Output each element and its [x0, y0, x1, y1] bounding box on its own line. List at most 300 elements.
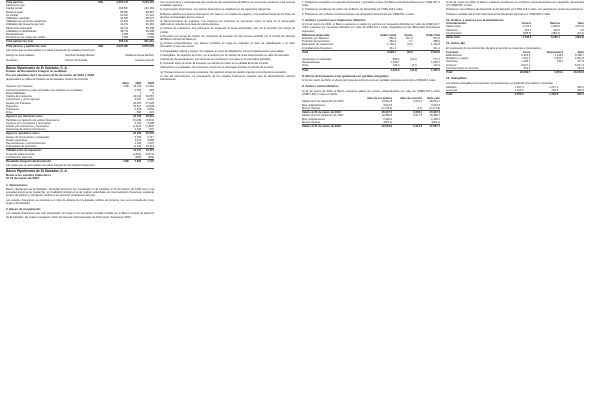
table-cell: 1,019	[134, 128, 142, 132]
table-cell: (5,118)	[132, 118, 142, 122]
table-cell: 1,143.2	[514, 89, 524, 93]
table-cell: Menos: Retiros	[302, 120, 321, 124]
table-cell: 7,214.6	[521, 57, 531, 61]
table-cell: 3,148.1	[554, 54, 564, 58]
section-heading: 8. Efecto del impuesto a las ganancias en partidas integrales	[302, 73, 389, 78]
paragraph: Al 31 de marzo de 2024 el Banco mantiene saldos por activos extraordinarios por valor de US$20,047.4 miles (US$17,601.7 miles en 2023).	[302, 89, 440, 97]
signer-2-role: Director de Finanzas	[65, 59, 88, 63]
table-cell: Provisión por deterioro	[302, 37, 330, 41]
table-cell: Disponibilidades	[6, 91, 26, 95]
table-cell: 317.9	[577, 60, 584, 64]
table-cell: (382)	[135, 155, 142, 159]
extraordinary-assets-table	[302, 97, 440, 128]
table-cell: 89,997	[120, 10, 129, 14]
deferred-tax-liabilities-table	[302, 58, 440, 72]
table-cell: Estimación de vacaciones	[302, 43, 334, 47]
table-cell: 2,374,116	[128, 1, 154, 5]
table-cell: 17,601.7	[422, 124, 440, 128]
paragraph: Los activos intangibles corresponden principalmente a programas informáticos y licencias.	[446, 81, 554, 85]
table-cell: De capital	[6, 13, 18, 17]
table-cell: 4,716.1	[522, 25, 532, 29]
table-cell: 1,935.0	[417, 68, 440, 72]
paragraph: Los estados financieros se expresan en miles de dólares de los Estados Unidos de América, que es la moneda de curso legal en El Salvador.	[6, 198, 154, 205]
table-cell: 3,895	[147, 138, 154, 142]
notes-title: Notas a los estados financieros	[6, 172, 52, 177]
table-cell: 624	[149, 111, 154, 115]
table-cell: 1,039.7	[431, 61, 440, 65]
table-cell: (2,178.8)	[381, 106, 393, 110]
table-cell: 12,849	[145, 104, 154, 108]
table-cell: 36,087	[120, 17, 129, 21]
table-cell: 1,017.2	[549, 85, 559, 89]
table-cell: US$	[120, 159, 129, 163]
table-cell: 129.3	[392, 64, 400, 68]
statement-period: Por los períodos del 1 de enero al 31 de marzo de 2024 y 2023	[6, 72, 95, 77]
table-cell: Más: Adquisiciones	[302, 117, 326, 121]
column-balance-and-income	[6, 0, 154, 220]
table-cell: 92,711	[120, 29, 129, 33]
table-cell: Construcciones en proceso	[446, 66, 479, 70]
table-cell: 123.2	[433, 64, 440, 68]
table-cell: US$	[92, 1, 103, 5]
table-cell: 4,732.8	[504, 36, 531, 40]
table-cell: Neto	[578, 22, 584, 26]
paragraph: l) Beneficios a empleados. Se reconocen conforme se devengan durante el período de servicio.	[160, 66, 274, 70]
table-cell: 301,410	[128, 40, 154, 44]
table-cell: Utilidades de ejercicios anteriores	[6, 20, 47, 24]
table-cell: 1,733.8	[524, 93, 558, 97]
table-cell: Saldo final	[446, 36, 504, 40]
paragraph: e) Cartera de préstamos. Los préstamos se presentan al costo amortizado, neto de la provisión por riesgo de crédito.	[160, 27, 295, 34]
paragraph: j) Reservas de saneamiento. Las reservas se constituyen con base en la normativa aplicable.	[160, 58, 272, 62]
table-cell: Ingresos por comisiones y honorarios	[6, 121, 51, 125]
table-cell: 2,058	[121, 33, 129, 37]
paragraph: Los compromisos y contingencias que surjan de las operaciones del Banco se reconocen conforme a las normas contables vigentes.	[160, 1, 295, 8]
notes-date: Al 31 de marzo de 2024	[6, 176, 40, 181]
signer-1-role: Presidente	[6, 59, 18, 63]
table-cell: 0.0	[580, 28, 584, 32]
table-cell: 4,212	[134, 138, 142, 142]
table-cell: Revaluaciones	[302, 61, 320, 65]
table-cell: 484.3	[389, 40, 397, 44]
table-cell: 38,547	[145, 17, 154, 21]
table-cell: 22,615	[120, 20, 129, 24]
paragraph: Préstamo recibido del Fondo Internacional de Desarrollo Agrícola por US$2,500.0 miles.	[446, 12, 552, 16]
table-cell: (2,171.8)	[429, 106, 440, 110]
table-cell: 20,376	[141, 132, 154, 136]
table-cell: (349)	[147, 155, 154, 159]
table-cell: 772.1	[433, 58, 440, 62]
signature-roles	[6, 59, 154, 62]
statement-units: (Expresados en Miles de Dólares de los Estados Unidos de América)	[6, 78, 89, 82]
table-cell: Diferencia temporaria	[302, 33, 330, 37]
table-cell: 33,867	[145, 95, 154, 99]
table-cell: 11,127	[129, 149, 142, 153]
table-cell: 1,975.2	[377, 68, 400, 72]
income-statement-table	[6, 82, 154, 163]
table-cell: US$	[123, 85, 129, 89]
table-cell: (276.9)	[575, 25, 584, 29]
table-cell: 311.1	[433, 46, 440, 50]
table-cell: Saldos al 31 de marzo de 2023	[302, 124, 358, 128]
table-cell: Total gastos de operación	[6, 145, 37, 149]
table-cell: Total	[302, 50, 365, 54]
table-cell: Depreciaciones y amortizaciones	[6, 141, 46, 145]
table-cell: 4,516	[134, 107, 142, 111]
table-cell: 20,976	[133, 101, 142, 105]
table-cell: (2,871)	[145, 152, 154, 156]
table-cell: 1,150.4	[387, 43, 397, 47]
table-cell: Utilidades no distribuibles	[6, 29, 37, 33]
table-cell: 2024	[135, 82, 142, 86]
paragraph: Préstamos con el Banco de Desarrollo de El Salvador por US$1,118.4 miles, con garantía de cartera de préstamos.	[446, 8, 584, 12]
table-cell: 3,552	[147, 107, 154, 111]
table-cell: Impuesto sobre la renta	[6, 152, 35, 156]
footnote: Las notas que se acompañan son parte integral de los estados financieros.	[6, 48, 96, 52]
table-cell: Total pasivos y patrimonio neto	[6, 44, 92, 48]
intangibles-table	[446, 86, 584, 97]
table-cell: 312.5	[524, 28, 532, 32]
table-cell: Ajuste	[404, 33, 413, 37]
table-cell: Adiciones	[446, 28, 458, 32]
table-cell: (15.4)	[576, 31, 584, 35]
table-cell: 843	[136, 111, 142, 115]
table-cell: 5,025.1	[531, 36, 560, 40]
table-cell: 5,784	[134, 135, 142, 139]
table-cell: 5,017.8	[413, 114, 423, 118]
table-cell: (8.2)	[396, 50, 413, 54]
table-cell: Saldo inicial	[380, 33, 397, 37]
table-cell: 10,019	[145, 145, 154, 149]
company-name: Banco Hipotecario de El Salvador, S. A.	[6, 65, 68, 70]
table-cell: Valor de los activos	[367, 97, 393, 101]
table-cell: (3,612)	[145, 118, 154, 122]
table-cell: 20,047.4	[422, 111, 440, 115]
table-cell: Terrenos	[446, 63, 457, 67]
table-cell: 2023	[148, 82, 154, 86]
table-cell: Neto	[578, 50, 584, 54]
table-cell: 3,614.5	[431, 103, 440, 107]
table-cell: 44,715	[133, 85, 142, 89]
table-cell: 3,021,584	[103, 44, 129, 48]
table-cell: Saldo inicial	[446, 25, 461, 29]
table-cell: 312.5	[553, 28, 560, 32]
table-cell: 2,828.1	[365, 50, 397, 54]
balance-sheet-table	[6, 0, 154, 48]
paragraph: Al 31 de marzo de 2024, el efecto del impuesto sobre la renta en partidas integrales asciende a US$348.6 miles.	[302, 79, 437, 83]
table-cell: 23,739	[129, 115, 142, 119]
table-cell: 22,169	[129, 132, 142, 136]
table-cell: 1,057	[134, 88, 142, 92]
table-cell: (0.6)	[407, 43, 413, 47]
paragraph: n) Uso de estimaciones. La preparación de los estados financieros requiere que la administración efectúe estimaciones.	[160, 74, 295, 82]
table-cell: Otros	[302, 64, 309, 68]
table-cell: Arrendamientos	[446, 22, 467, 26]
paragraph: Al 31 de marzo de 2024, el Banco mantiene préstamos con el Banco Centroamericano de Integración Económica por US$9,541.1 miles.	[446, 1, 584, 8]
table-cell: 3.7	[408, 40, 413, 44]
table-cell: Total	[446, 71, 510, 75]
table-cell: 311.1	[389, 46, 397, 50]
table-cell: Utilidades retenidas	[6, 17, 30, 21]
table-cell: 2,550.5	[489, 93, 523, 97]
table-cell: 22,619.5	[358, 124, 392, 128]
table-cell: Otros	[6, 111, 13, 115]
table-cell: Provisiones por riesgo de crédito	[6, 36, 46, 40]
paragraph: d) Reconocimiento de ingresos. Los ingresos por intereses se reconocen sobre la base de lo devengado utilizando el método de la tasa de interés efectiva.	[160, 20, 295, 27]
paragraph: 3. Préstamos con el Banco Centroamericano de Integración Económica por US$9,541.1 miles.	[302, 12, 415, 16]
table-cell: 6,000.1	[392, 111, 422, 115]
table-cell: (280.4)	[551, 31, 560, 35]
table-cell: Arrendamiento financiero	[302, 46, 333, 50]
table-cell: Pérdidas por deterioro de activos financieros	[6, 118, 60, 122]
table-cell: Gastos de funcionarios y empleados	[6, 135, 50, 139]
table-cell: 7,137	[141, 159, 154, 163]
table-cell: Saldos al 31 de diciembre de 2023	[302, 100, 344, 104]
table-cell: (292.3)	[560, 36, 584, 40]
paragraph: m) Transacciones en moneda extranjera. Se registran al tipo de cambio vigente a la fecha de la operación.	[160, 70, 287, 74]
table-cell: 15,968.7	[429, 114, 440, 118]
signer-2: José Raúl Santiago Méndez	[64, 54, 95, 58]
leases-table	[446, 22, 584, 39]
table-cell: 166,557	[118, 7, 129, 11]
table-cell: 1,407.3	[514, 85, 524, 89]
table-cell: 2,675,526	[128, 44, 154, 48]
table-cell: 6,007.1	[413, 100, 423, 104]
table-cell: 366,107	[103, 40, 129, 44]
table-cell: Patrimonio neto	[6, 4, 25, 8]
table-cell: Reserva legal	[6, 10, 23, 14]
footnote-2: Las notas que se acompañan son parte integral de los estados financieros.	[6, 164, 96, 168]
table-total-row	[446, 71, 584, 75]
table-cell: 790.4	[556, 60, 564, 64]
table-cell: Total	[302, 68, 377, 72]
table-cell: (295.8)	[522, 31, 532, 35]
table-row	[446, 36, 584, 40]
table-cell: US$	[92, 44, 103, 48]
table-cell: Menos: Retiros	[302, 106, 321, 110]
table-cell: 3,087	[147, 98, 154, 102]
table-cell: 871.0	[433, 37, 440, 41]
paragraph: f) Provisión por riesgo de crédito. Se constituye de acuerdo con las normas emitidas por el Comité de Normas del Banco Central de Reserva.	[160, 34, 295, 42]
table-row	[6, 159, 154, 163]
table-cell: 5,017.2	[521, 63, 531, 67]
table-cell: 3,647	[134, 98, 142, 102]
table-cell: 13,472	[120, 23, 129, 27]
table-cell: 412.6	[577, 66, 584, 70]
table-cell: Gastos por intereses	[6, 101, 31, 105]
table-cell: 18,604.7	[429, 100, 440, 104]
table-cell: 1,601.9	[575, 57, 584, 61]
table-cell: 40,011	[133, 95, 142, 99]
table-cell: Gastos por comisiones y honorarios	[6, 124, 49, 128]
table-cell: Ganancias de activos financieros	[6, 128, 46, 132]
table-cell: (6.1)	[411, 64, 418, 68]
table-cell: 5,017.2	[575, 63, 584, 67]
table-cell: (815.1)	[383, 120, 393, 124]
paragraph: Al 31 de marzo de 2024, el Banco mantiene un saldo por activos por impuestos diferidos por valor de US$2,113.7 miles y pasivos por impuestos diferidos por valor de US$1,411.7 miles, originados por las diferencias temporarias siguientes:	[302, 23, 440, 33]
table-cell: 3,614.5	[383, 103, 393, 107]
paragraph: El Banco clasifica sus activos financieros con base en su modelo de negocio y las características de los flujos de efectivo contractuales de los mismos.	[160, 12, 295, 19]
table-cell: 17,025	[145, 101, 154, 105]
table-cell: 876	[149, 128, 154, 132]
signer-1: Rodrigo de Jesús Gallardo	[6, 54, 35, 58]
table-cell: 59,398	[145, 29, 154, 33]
table-cell: 806.2	[392, 58, 400, 62]
table-cell: Activos	[521, 22, 532, 26]
table-cell: 15,263	[145, 20, 154, 24]
paragraph: 2. Préstamos pendientes de cobro con el Banco de Desarrollo por US$1,118.4 miles.	[302, 8, 404, 12]
table-cell: Revaluaciones	[6, 33, 24, 37]
table-cell: (2,913)	[132, 152, 142, 156]
table-cell: 962	[149, 88, 154, 92]
signer-3: Natalia de Amaya Sánchez	[125, 54, 154, 58]
table-cell: 5,612.7	[554, 57, 564, 61]
company-name-2: Banco Hipotecario de El Salvador, S. A.	[6, 169, 68, 174]
table-cell: 2,058	[121, 36, 129, 40]
table-cell: Nota	[122, 82, 129, 86]
table-cell: Más: Adquisiciones	[302, 103, 326, 107]
table-cell: Licencias	[446, 89, 458, 93]
table-cell: 15,617	[133, 104, 142, 108]
paragraph: g) Activos extraordinarios. Los bienes recibidos en pago se registran al valor de adjudicación o al valor razonable, el que sea menor.	[160, 42, 295, 49]
table-cell: Valor de reservas	[400, 97, 423, 101]
table-cell: 24,623	[120, 13, 129, 17]
table-cell: Activos financieros a valor razonable con cambios en resultados	[6, 88, 83, 92]
table-cell: Ingresos por intereses netos	[6, 115, 120, 119]
deferred-tax-table	[302, 34, 440, 54]
section-heading: 10. Activos y pasivos por arrendamiento	[446, 17, 504, 22]
table-cell: 1,046	[134, 141, 142, 145]
table-cell: 23,069.5	[510, 71, 531, 75]
table-cell: Concepto	[446, 50, 459, 54]
paragraph: 1. Préstamos otorgados con garantía hipotecaria y prendaria a favor del Banco Central de Reserva por US$1,837.1 miles.	[302, 1, 440, 8]
table-cell: (7.0)	[416, 106, 423, 110]
table-cell: (815.1)	[431, 120, 440, 124]
paragraph: Banco Hipotecario de El Salvador, Sociedad Anónima, fue constituido en El Salvador el 15 de febrero de 1935 como una sociedad anónima de capital fijo; su finalidad principal es la de realizar actividades de intermediación financiera, captando fondos del público y otorgando créditos a los sectores productivos del país.	[6, 187, 154, 198]
table-cell: 2,655,477	[103, 1, 129, 5]
table-cell: Mobiliario y equipo	[446, 57, 469, 61]
table-cell: 23,284	[145, 23, 154, 27]
table-cell: 0	[152, 91, 154, 95]
table-total-row	[446, 93, 584, 97]
table-cell: (1,542)	[132, 124, 142, 128]
table-cell: Pasivos	[549, 22, 560, 26]
table-cell: 2,819.9	[413, 50, 440, 54]
signature-names	[6, 54, 154, 57]
table-cell: 10,357	[141, 149, 154, 153]
paragraph: i) Intangibles. Se registran al costo y se amortizan por el método de línea recta durante su vida útil estimada.	[160, 53, 290, 57]
paragraph: h) Propiedades, planta y equipo. Se registran al costo de adquisición menos la depreciación acumulada.	[160, 49, 285, 53]
table-cell: Saldos al 31 de marzo de 2024	[302, 111, 358, 115]
table-cell: Depreciación	[546, 50, 564, 54]
table-cell: Patrimonio restringido	[6, 26, 33, 30]
table-cell: Ingresos por intereses	[6, 85, 33, 89]
table-cell: Vehículos	[446, 60, 458, 64]
table-cell: 6,168.7	[575, 54, 584, 58]
table-cell: 9,316.8	[521, 54, 531, 58]
column-notes-7-9	[302, 0, 440, 128]
table-cell: 426.6	[577, 89, 584, 93]
table-cell: 4,993.0	[551, 25, 560, 29]
table-cell: Costo	[522, 50, 531, 54]
paragraph: El movimiento de los activos fijos durante el período se presenta a continuación:	[446, 46, 542, 50]
table-cell: Gastos generales	[6, 138, 28, 142]
table-cell: Ingresos operativos netos	[6, 132, 120, 136]
table-cell: 2,448.1	[383, 117, 393, 121]
table-cell: 59,398	[145, 26, 154, 30]
table-row	[6, 44, 154, 48]
table-cell: 2,448.1	[431, 117, 440, 121]
statement-title: Estado de Resultados Integral no auditado	[6, 69, 67, 74]
table-cell: Utilidad antes de impuestos	[6, 149, 120, 153]
table-cell: Saldos al 31 de diciembre de 2022	[302, 114, 344, 118]
column-notes-10-12	[446, 0, 584, 96]
table-cell: Amortización	[446, 31, 462, 35]
table-cell: (11.3)	[405, 37, 413, 41]
table-cell: 816.7	[558, 93, 584, 97]
table-cell: Capital social	[6, 7, 22, 11]
table-cell: 488.0	[433, 40, 440, 44]
table-cell: (1,387)	[145, 124, 154, 128]
table-cell: 21,124	[145, 13, 154, 17]
table-cell: 716.6	[551, 89, 559, 93]
paragraph: c) Instrumentos financieros. Los activos financieros se clasifican en las siguientes categorías:	[160, 8, 272, 12]
section-heading: 7. Activos y pasivos por impuestos diferidos	[302, 17, 366, 22]
table-cell: 2,058	[147, 36, 154, 40]
table-total-row	[302, 68, 440, 72]
table-cell: 4,071	[134, 121, 142, 125]
table-cell: Depósitos	[6, 104, 18, 108]
table-cell: 20,986.5	[381, 114, 393, 118]
table-cell: 2,058	[147, 33, 154, 37]
table-cell: 882.3	[389, 37, 397, 41]
table-cell: Software	[446, 85, 457, 89]
table-cell: 0	[139, 91, 142, 95]
table-cell: 24,611.8	[381, 100, 393, 104]
table-cell: 1,007	[147, 141, 154, 145]
section-heading: 9. Activos extraordinarios	[302, 84, 339, 89]
table-cell: 89,997	[145, 10, 154, 14]
table-cell: 3,608	[147, 121, 154, 125]
table-row	[302, 124, 440, 128]
section-heading: 11. Activo fijo	[446, 41, 466, 46]
table-cell: 390.1	[577, 85, 584, 89]
section-heading: 2. Bases de preparación	[6, 207, 41, 211]
table-cell: Total	[446, 93, 489, 97]
table-cell: Contribución especial	[6, 155, 32, 159]
table-cell: Préstamos	[6, 107, 19, 111]
paragraph: k) Impuesto sobre la renta. El impuesto se calcula con base en la utilidad fiscal del período.	[160, 62, 269, 66]
table-cell: Provisión de beneficios	[302, 40, 330, 44]
table-cell: 9,551.2	[530, 71, 563, 75]
table-cell: Saldo final	[426, 33, 440, 37]
table-cell: Cartera de préstamos	[6, 95, 32, 99]
table-cell: 5,117	[147, 135, 154, 139]
table-cell: 11,042	[133, 145, 142, 149]
table-cell: 13,518.3	[563, 71, 584, 75]
table-cell: 20,891	[141, 115, 154, 119]
table-cell: Ganancias no realizadas	[302, 58, 332, 62]
table-cell: Total patrimonio neto	[6, 40, 92, 44]
paragraph: Los estados financieros han sido preparados con base en la normativa contable emitida por el Banco Central de Reserva de El Salvador, las cuales prevalecen sobre las Normas Internacionales de Información Financiera (NIIF).	[6, 212, 154, 219]
section-heading: 1. Operaciones	[6, 182, 28, 187]
table-cell: 412.6	[523, 66, 531, 70]
table-cell: Total pasivos	[6, 1, 92, 5]
table-cell: Comisiones y otros ingresos	[6, 98, 40, 102]
signer-3-role: Contador General	[134, 59, 154, 63]
table-cell: (40.2)	[400, 68, 418, 72]
table-cell: Utilidades del presente ejercicio	[6, 23, 44, 27]
